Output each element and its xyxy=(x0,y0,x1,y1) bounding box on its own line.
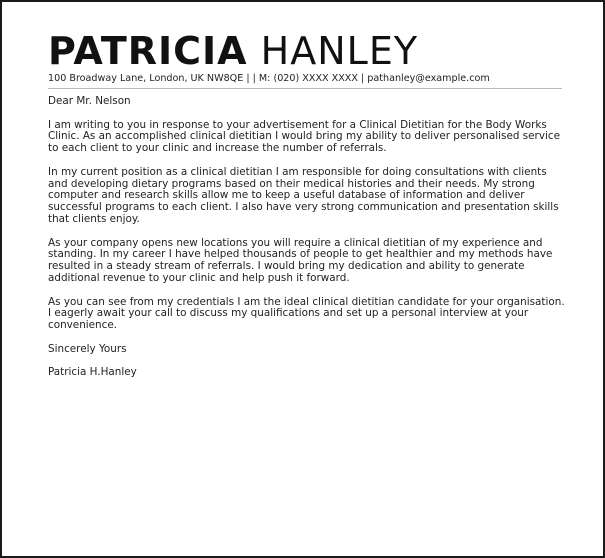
last-name: HANLEY xyxy=(260,29,419,73)
contact-line: 100 Broadway Lane, London, UK NW8QE | | M: (020) XXXX XXXX | pathanley@example.com xyxy=(48,73,490,84)
letter-body xyxy=(48,96,568,391)
first-name: PATRICIA xyxy=(48,29,248,73)
greeting: Dear Mr. Nelson xyxy=(48,95,131,107)
paragraph-1: I am writing to you in response to your advertisement for a Clinical Dietitian for the Body Works Clinic. As an accomplished clinical dietitian I would bring my ability to deliver personalised service to each client to your clinic and increase the number of referrals. xyxy=(48,118,560,155)
signature: Patricia H.Hanley xyxy=(48,366,137,379)
paragraph-2: In my current position as a clinical dietitian I am responsible for doing consultations with clients and developing dietary programs based on their medical histories and their needs. My strong computer and research skills allow me to keep a useful database of information and deliver successful programs to each client. I also have very strong communication and presentation skills that clients enjoy. xyxy=(48,165,559,225)
paragraph-4: As you can see from my credentials I am the ideal clinical dietitian candidate for your organisation. I eagerly await your call to discuss my qualifications and set up a personal interview at your convenience. xyxy=(48,295,565,332)
name-heading xyxy=(48,28,418,74)
paragraph-3: As your company opens new locations you will require a clinical dietitian of my experience and standing. In my career I have helped thousands of people to get healthier and my methods have resulted in a steady stream of referrals. I would bring my dedication and ability to generate additional revenue to your clinic and help push it forward. xyxy=(48,236,553,284)
closing: Sincerely Yours xyxy=(48,342,127,355)
header-divider xyxy=(48,88,562,89)
